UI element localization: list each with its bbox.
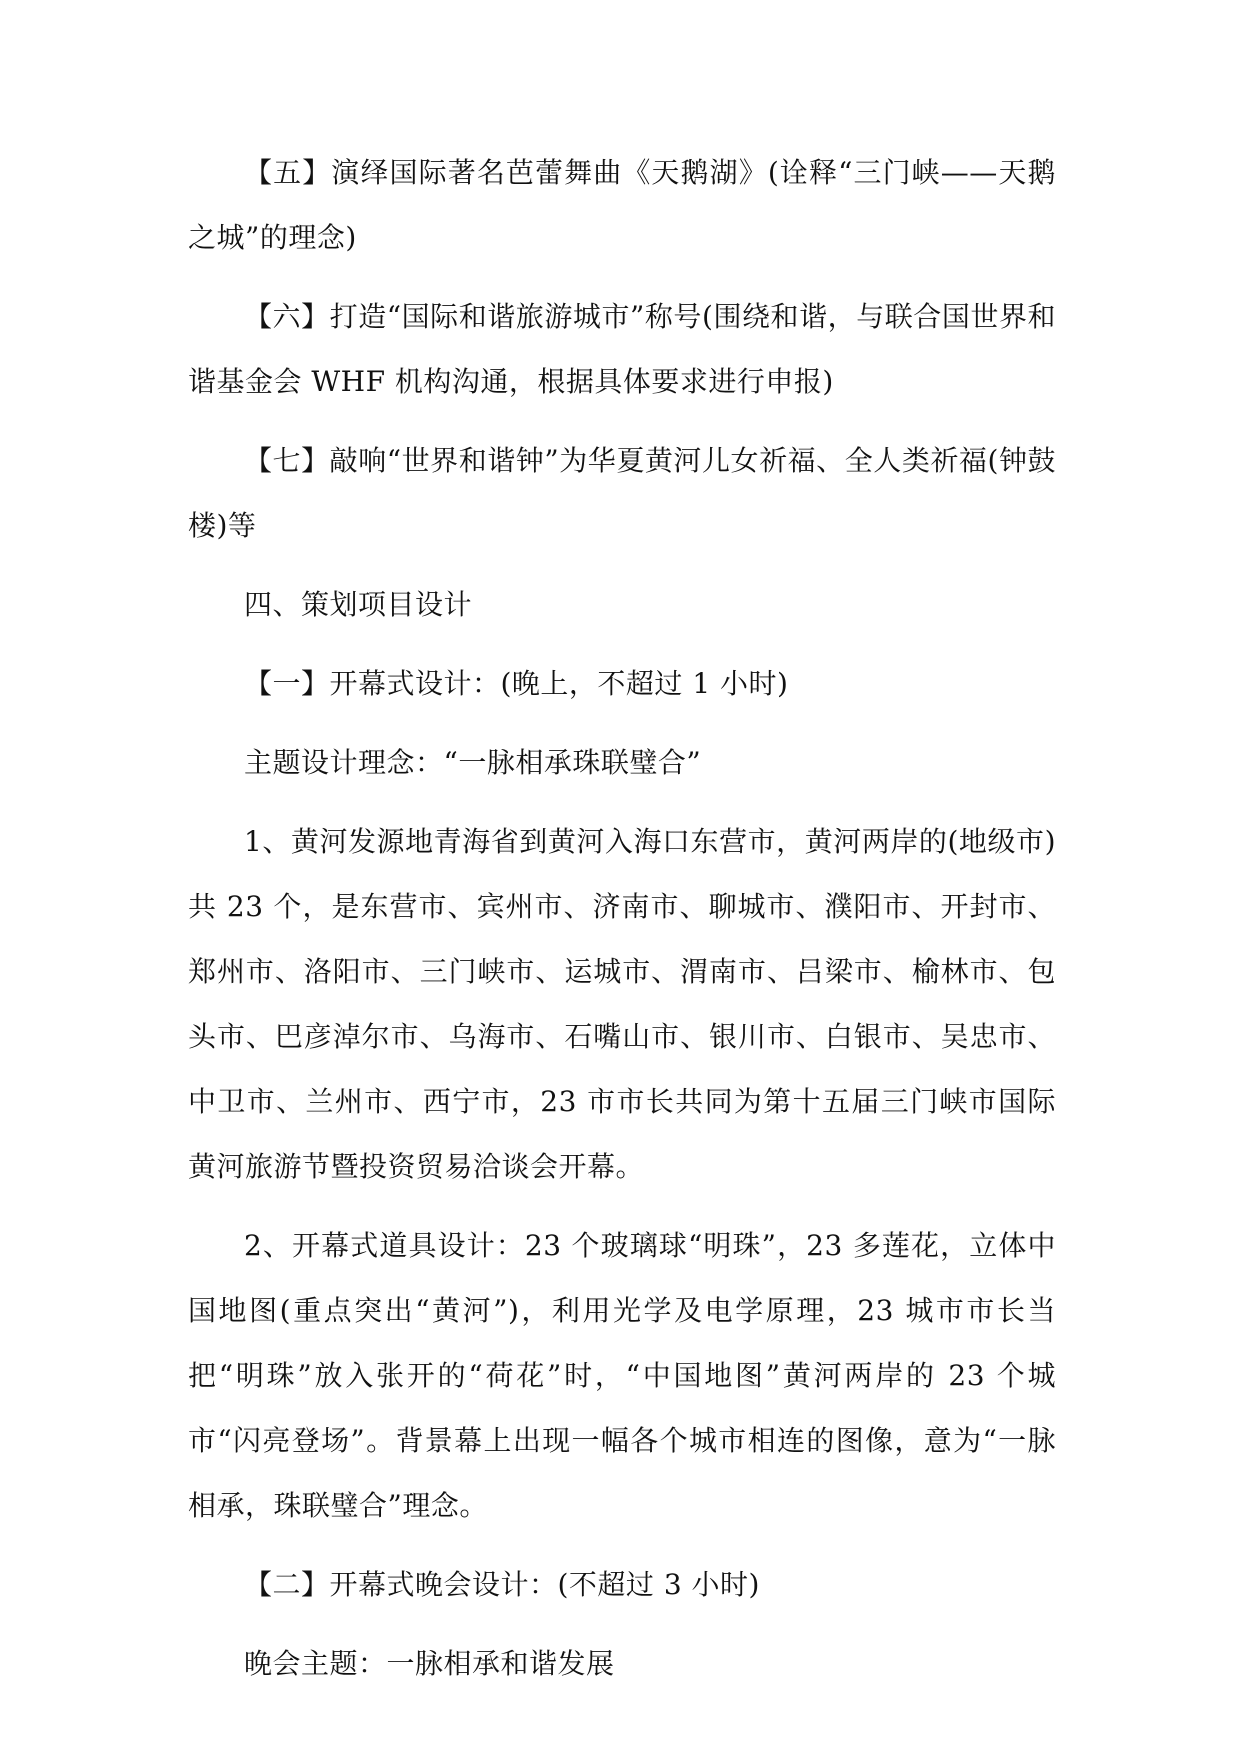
document-page (188, 140, 1056, 1696)
paragraph-gala-theme: 晚会主题：一脉相承和谐发展 (244, 1647, 615, 1680)
section-heading: 四、策划项目设计 (244, 588, 473, 621)
paragraph-item-7: 【七】敲响“世界和谐钟”为华夏黄河儿女祈福、全人类祈福(钟鼓楼)等 (188, 444, 1056, 542)
paragraph-opening-design: 【一】开幕式设计：(晚上，不超过 1 小时) (244, 667, 789, 700)
paragraph-numbered-1: 1、黄河发源地青海省到黄河入海口东营市，黄河两岸的(地级市)共 23 个，是东营市、宾州市、济南市、聊城市、濮阳市、开封市、郑州市、洛阳市、三门峡市、运城市、渭南市、吕梁市、榆林市、包头市、巴彦淖尔市、乌海市、石嘴山市、银川市、白银市、吴忠市、中卫市、兰州市、西宁市，23 市市长共同为第十五届三门峡市国际黄河旅游节暨投资贸易洽谈会开幕。 (188, 825, 1056, 1183)
paragraph-item-5: 【五】演绎国际著名芭蕾舞曲《天鹅湖》(诠释“三门峡——天鹅之城”的理念) (188, 156, 1056, 254)
paragraph-gala-design: 【二】开幕式晚会设计：(不超过 3 小时) (244, 1568, 760, 1601)
paragraph-numbered-2: 2、开幕式道具设计：23 个玻璃球“明珠”，23 多莲花，立体中国地图(重点突出“黄河”)，利用光学及电学原理，23 城市市长当把“明珠”放入张开的“荷花”时，“中国地图”黄河两岸的 23 个城市“闪亮登场”。背景幕上出现一幅各个城市相连的图像，意为“一脉相承，珠联璧合”理念。 (188, 1229, 1056, 1522)
paragraph-item-6: 【六】打造“国际和谐旅游城市”称号(围绕和谐，与联合国世界和谐基金会 WHF 机构沟通，根据具体要求进行申报) (188, 300, 1056, 398)
paragraph-theme-concept: 主题设计理念：“一脉相承珠联璧合” (244, 746, 702, 779)
